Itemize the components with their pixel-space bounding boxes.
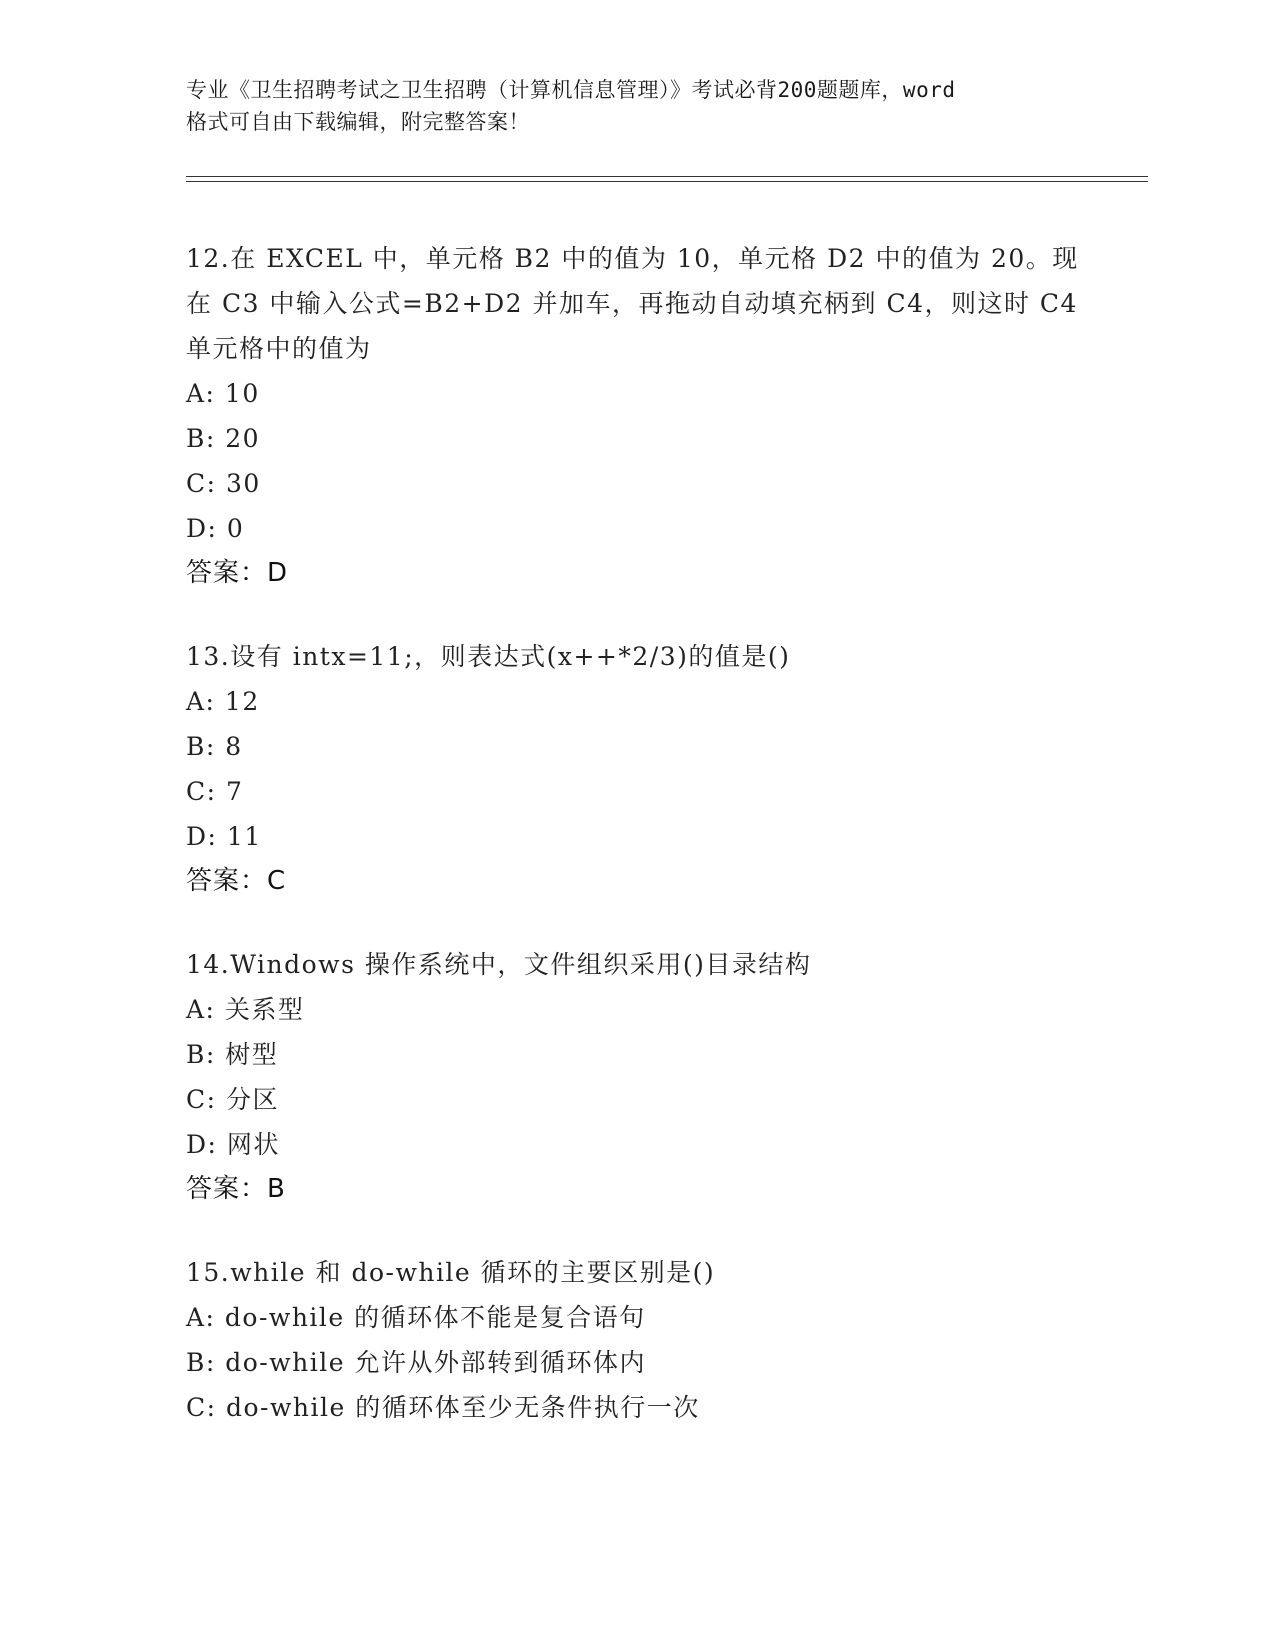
header-divider xyxy=(186,181,1148,182)
option-a: A: 10 xyxy=(186,379,260,408)
question-text: 14.Windows 操作系统中，文件组织采用()目录结构 xyxy=(186,950,812,979)
option-a: A: 12 xyxy=(186,687,260,716)
question-text: 12.在 EXCEL 中，单元格 B2 中的值为 10，单元格 D2 中的值为 20。现 xyxy=(186,244,1079,273)
answer-label: 答案：B xyxy=(186,1174,286,1204)
answer-label: 答案：C xyxy=(186,866,287,896)
question-text: 15.while 和 do-while 循环的主要区别是() xyxy=(186,1258,716,1287)
question-text: 在 C3 中输入公式=B2+D2 并加车，再拖动自动填充柄到 C4，则这时 C4 xyxy=(186,289,1078,318)
option-a: A: do-while 的循环体不能是复合语句 xyxy=(186,1303,646,1332)
header-line: 格式可自由下载编辑，附完整答案！ xyxy=(186,110,530,134)
header-divider xyxy=(186,176,1148,177)
question-12 xyxy=(186,236,1086,596)
question-text: 单元格中的值为 xyxy=(186,334,372,363)
document-header xyxy=(186,74,1086,138)
option-c: C: 30 xyxy=(186,469,261,498)
option-c: C: do-while 的循环体至少无条件执行一次 xyxy=(186,1393,700,1422)
option-a: A: 关系型 xyxy=(186,995,305,1024)
question-list xyxy=(186,236,1086,1468)
question-text: 13.设有 intx=11;，则表达式(x++*2/3)的值是() xyxy=(186,642,791,671)
option-d: D: 网状 xyxy=(186,1130,280,1159)
question-14 xyxy=(186,942,1086,1212)
option-b: B: 20 xyxy=(186,424,261,453)
option-b: B: 8 xyxy=(186,732,243,761)
question-15 xyxy=(186,1250,1086,1430)
option-b: B: do-while 允许从外部转到循环体内 xyxy=(186,1348,646,1377)
option-c: C: 7 xyxy=(186,777,244,806)
question-13 xyxy=(186,634,1086,904)
answer-label: 答案：D xyxy=(186,558,289,588)
option-b: B: 树型 xyxy=(186,1040,279,1069)
option-d: D: 0 xyxy=(186,514,245,543)
option-c: C: 分区 xyxy=(186,1085,279,1114)
header-line: 专业《卫生招聘考试之卫生招聘（计算机信息管理）》考试必背200题题库，word xyxy=(186,78,956,102)
option-d: D: 11 xyxy=(186,822,262,851)
